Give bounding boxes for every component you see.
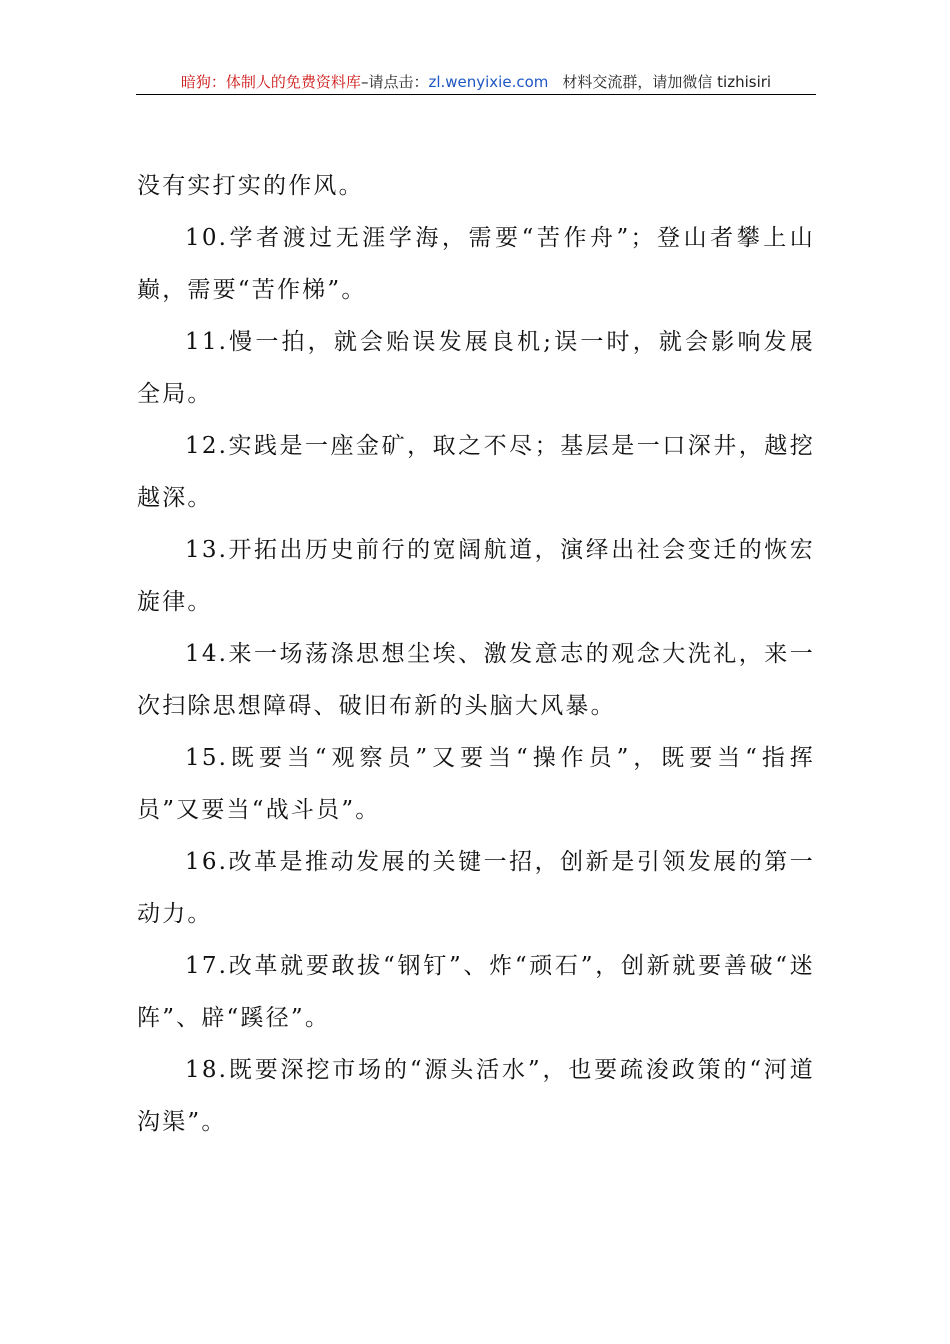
paragraph-item-12: 12.实践是一座金矿，取之不尽；基层是一口深井，越挖越深。 xyxy=(137,433,815,511)
paragraph-item-13: 13.开拓出历史前行的宽阔航道，演绎出社会变迁的恢宏旋律。 xyxy=(137,537,815,615)
paragraph-item-18: 18.既要深挖市场的“源头活水”，也要疏浚政策的“河道沟渠”。 xyxy=(137,1057,815,1135)
header-link[interactable]: zl.wenyixie.com xyxy=(428,73,549,91)
document-body xyxy=(137,160,815,1148)
paragraph-item-10: 10.学者渡过无涯学海，需要“苦作舟”；登山者攀上山巅，需要“苦作梯”。 xyxy=(137,225,815,303)
paragraph-item-16: 16.改革是推动发展的关键一招，创新是引领发展的第一动力。 xyxy=(137,849,815,927)
paragraph-item-17: 17.改革就要敢拔“钢钉”、炸“顽石”，创新就要善破“迷阵”、辟“蹊径”。 xyxy=(137,953,815,1031)
paragraph-continuation: 没有实打实的作风。 xyxy=(137,173,364,199)
header-brand: 暗狗：体制人的免费资料库 xyxy=(180,73,361,91)
header-divider xyxy=(136,94,816,95)
paragraph-item-14: 14.来一场荡涤思想尘埃、激发意志的观念大洗礼，来一次扫除思想障碍、破旧布新的头脑大风暴。 xyxy=(137,641,815,719)
paragraph-item-11: 11.慢一拍，就会贻误发展良机;误一时，就会影响发展全局。 xyxy=(137,329,815,407)
page-header xyxy=(136,70,816,94)
paragraph-item-15: 15.既要当“观察员”又要当“操作员”，既要当“指挥员”又要当“战斗员”。 xyxy=(137,745,815,823)
header-prompt: –请点击： xyxy=(360,73,429,91)
header-group-note: 材料交流群，请加微信 tizhisiri xyxy=(562,73,772,91)
